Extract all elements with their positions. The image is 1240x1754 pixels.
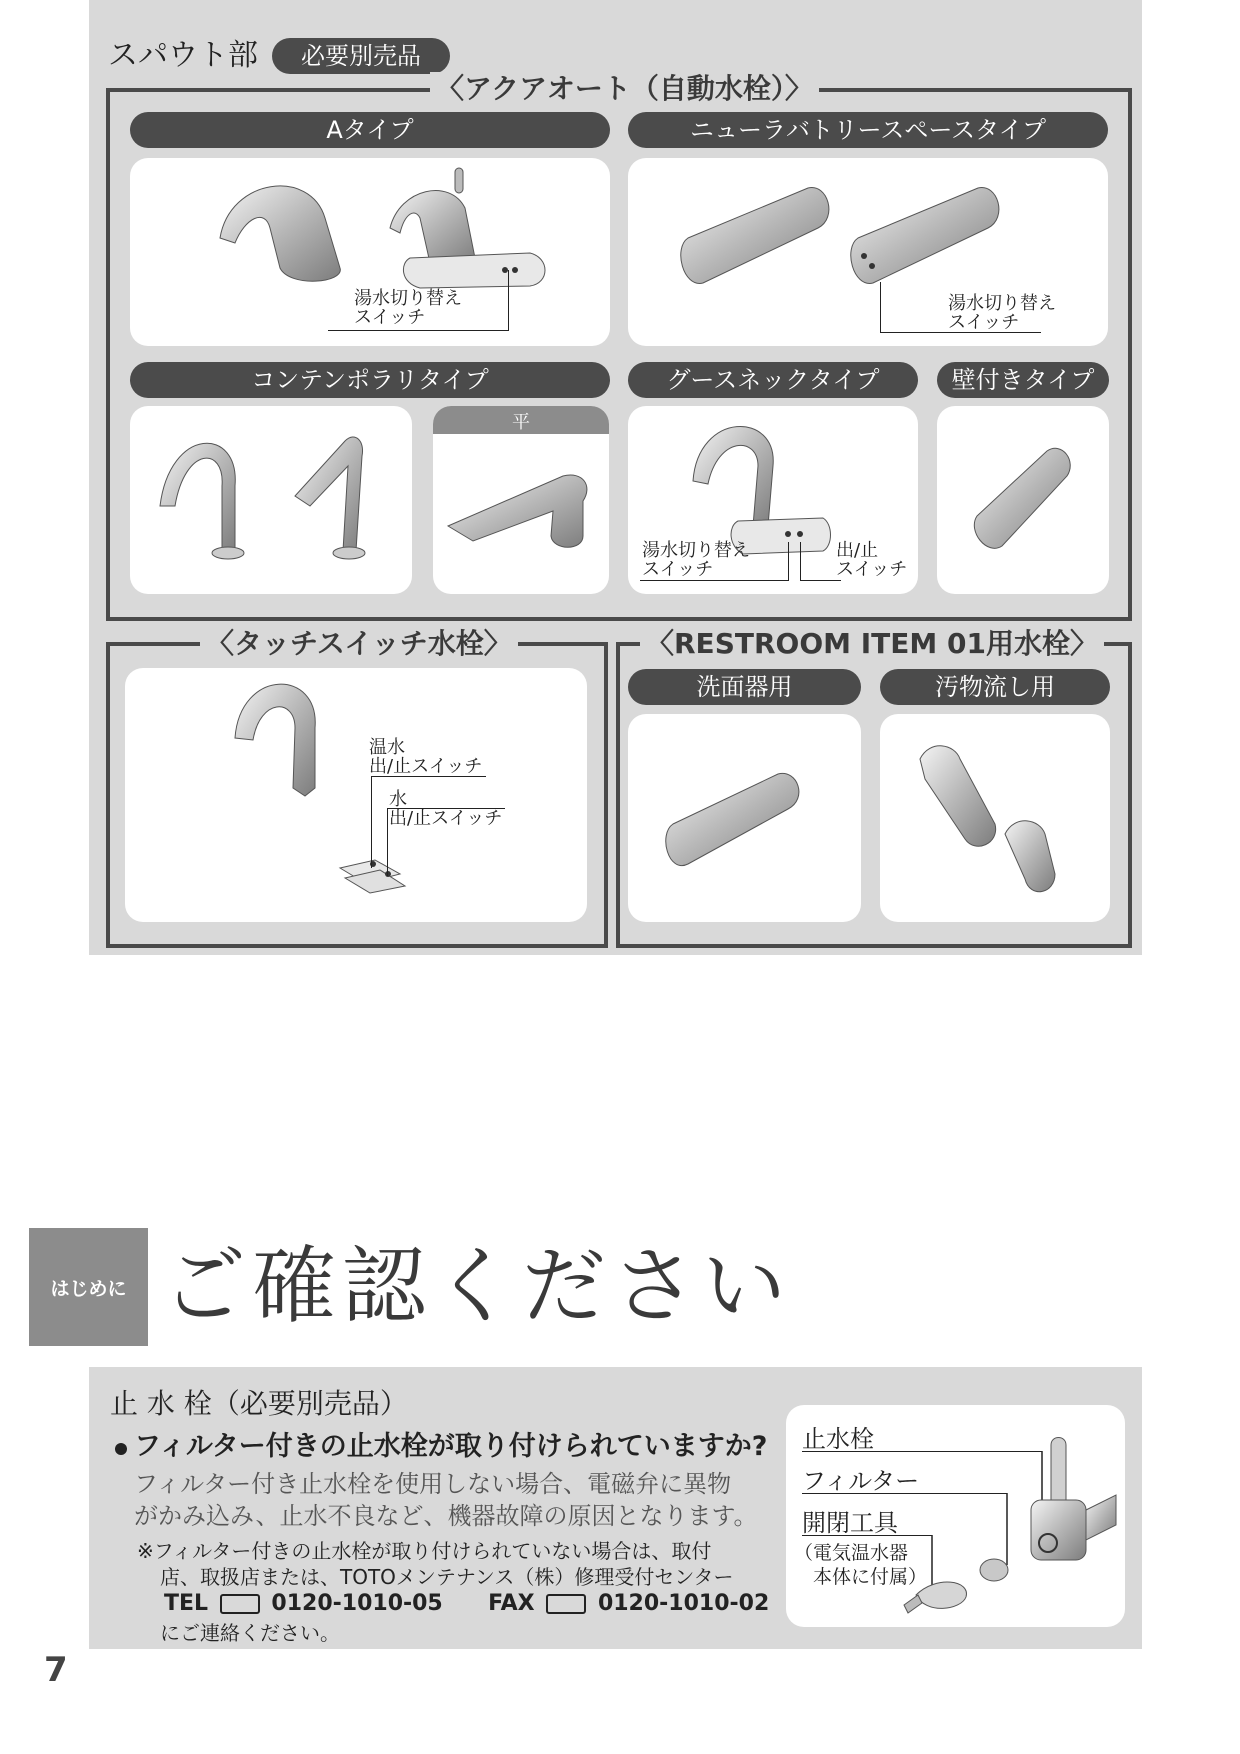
note-line-4: にご連絡ください。 [160,1621,340,1645]
filter-question: フィルター付きの止水栓が取り付けられていますか? [134,1431,768,1462]
flat-label: 平 [512,412,530,433]
wall-faucet-illustration [937,406,1109,594]
diagram-stopcock-label: 止水栓 [802,1425,874,1453]
contemporary-label: コンテンポラリタイプ [130,362,610,398]
a-type-card [130,158,610,346]
touch-faucet-illustration [125,668,587,922]
fax-number: 0120-1010-02 [597,1591,770,1616]
touch-switch-title: 〈タッチスイッチ水栓〉 [200,627,518,661]
slop-sink-faucet-illustration [880,714,1110,922]
restroom-title: 〈RESTROOM ITEM 01用水栓〉 [640,627,1104,661]
contemporary-faucet-illustration [130,406,412,594]
sold-separately-badge: 必要別売品 [272,38,450,74]
fax-label: FAX [488,1591,535,1616]
flat-card [433,406,609,594]
stopcock-illustration [786,1405,1125,1627]
page-heading: ご確認ください [162,1237,793,1335]
contemporary-card [130,406,412,594]
basin-card [628,714,861,922]
wall-type-label: 壁付きタイプ [937,362,1109,398]
newrava-card [628,158,1108,346]
diagram-tool-label: 開閉工具 [802,1509,898,1537]
diagram-filter-label: フィルター [802,1467,920,1495]
note-line-2: 店、取扱店または、TOTOメンテナンス（株）修理受付センター [160,1565,734,1589]
tel-number: 0120-1010-05 [271,1591,443,1616]
wall-type-card [937,406,1109,594]
contact-line [164,1590,769,1618]
stopcock-diagram-card [786,1405,1125,1627]
a-type-switch-label: 湯水切り替え スイッチ [354,288,462,328]
basin-label: 洗面器用 [628,669,861,705]
slop-sink-card [880,714,1110,922]
gooseneck-card [628,406,918,594]
aqua-auto-title: 〈アクアオート（自動水栓）〉 [430,72,819,106]
stopcock-title-text: 止 水 栓 [110,1387,212,1420]
gooseneck-onoff-leader [800,542,841,581]
page-number: 7 [44,1650,68,1690]
a-type-label: Aタイプ [130,112,610,148]
warm-switch-label: 温水 出/止スイッチ [369,737,483,777]
flat-faucet-illustration [433,406,609,594]
freedial-icon [220,1594,260,1614]
gooseneck-label: グースネックタイプ [628,362,918,398]
filter-warning: フィルター付き止水栓を使用しない場合、電磁弁に異物 がかみ込み、止水不良など、機器故障の原因となります。 [134,1470,758,1530]
diagram-tool-note: （電気温水器 本体に付属） [794,1542,928,1588]
intro-tab-label: はじめに [50,1278,127,1300]
warm-switch-leader [371,776,372,868]
tel-label: TEL [164,1591,209,1616]
gooseneck-switch-label: 湯水切り替え スイッチ [642,540,750,580]
section-title: スパウト部 [108,38,258,73]
stopcock-title-sub: （必要別売品） [211,1387,408,1420]
basin-faucet-illustration [628,714,861,922]
freedial-icon [546,1594,586,1614]
slop-sink-label: 汚物流し用 [880,669,1110,705]
note-line-1: ※フィルター付きの止水栓が取り付けられていない場合は、取付 [137,1539,712,1563]
stopcock-title [110,1387,408,1421]
newrava-label: ニューラバトリースペースタイプ [628,112,1108,148]
gooseneck-onoff-label: 出/止 スイッチ [836,540,908,580]
touch-switch-card [125,668,587,922]
question-bullet [115,1443,127,1455]
cold-switch-leader [387,808,388,876]
newrava-switch-label: 湯水切り替え スイッチ [948,293,1056,333]
cold-switch-label: 水 出/止スイッチ [389,789,503,829]
